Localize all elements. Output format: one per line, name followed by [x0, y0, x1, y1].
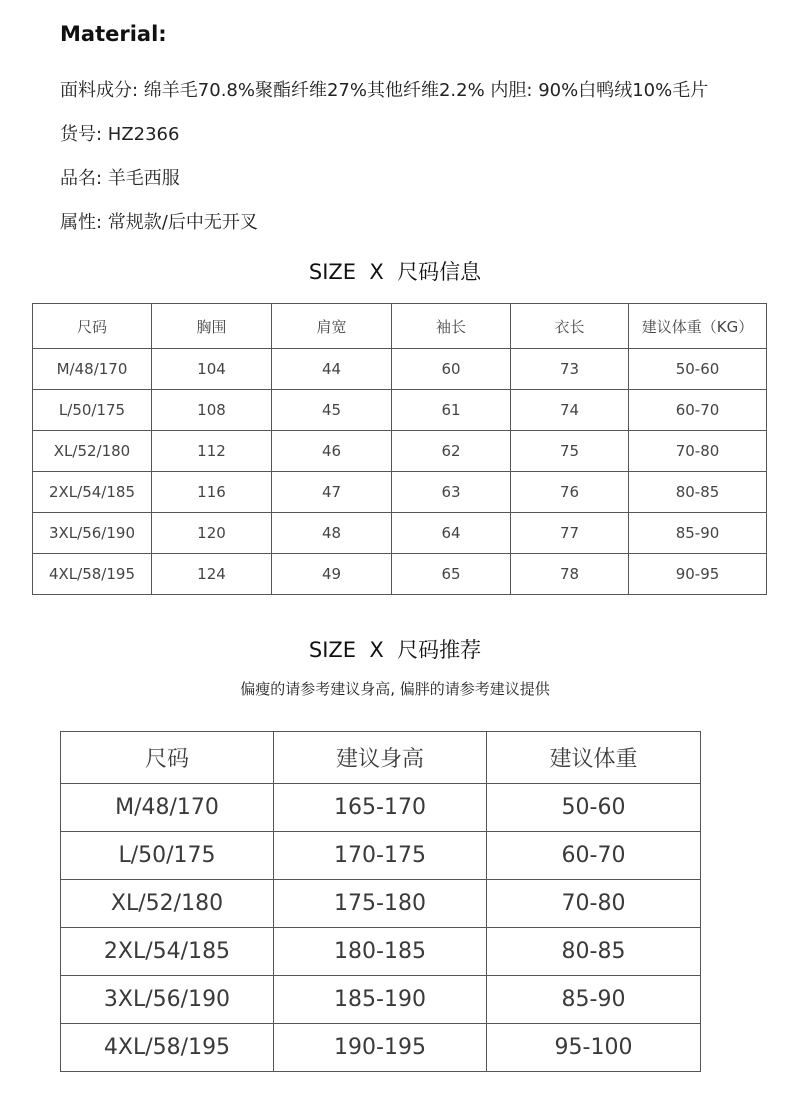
material-heading: Material:	[60, 22, 167, 46]
table-cell: 165-170	[274, 784, 487, 832]
column-header: 建议身高	[274, 732, 487, 784]
table-cell: 80-85	[629, 472, 767, 513]
table-cell: 112	[152, 431, 272, 472]
size-recommend-subtitle: 偏瘦的请参考建议身高, 偏胖的请参考建议提供	[240, 680, 550, 698]
table-cell: 185-190	[274, 976, 487, 1024]
table-cell: 85-90	[629, 513, 767, 554]
size-info-title: SIZE X 尺码信息	[308, 260, 482, 284]
table-cell: 48	[272, 513, 392, 554]
product-attributes: 属性: 常规款/后中无开叉	[60, 212, 258, 233]
table-cell: 180-185	[274, 928, 487, 976]
table-cell: 50-60	[629, 349, 767, 390]
table-cell: 46	[272, 431, 392, 472]
product-name: 品名: 羊毛西服	[60, 168, 180, 189]
table-cell: 2XL/54/185	[33, 472, 152, 513]
table-cell: 70-80	[629, 431, 767, 472]
table-cell: 60-70	[629, 390, 767, 431]
table-cell: 116	[152, 472, 272, 513]
table-cell: 65	[392, 554, 511, 595]
table-row	[61, 784, 701, 832]
column-header: 建议体重（KG）	[629, 304, 767, 349]
table-row	[33, 431, 767, 472]
table-cell: XL/52/180	[33, 431, 152, 472]
table-cell: 76	[511, 472, 629, 513]
table-cell: 63	[392, 472, 511, 513]
size-info-table	[32, 303, 767, 595]
table-cell: 3XL/56/190	[61, 976, 274, 1024]
table-cell: 85-90	[487, 976, 701, 1024]
table-cell: 74	[511, 390, 629, 431]
table-cell: M/48/170	[33, 349, 152, 390]
column-header: 胸围	[152, 304, 272, 349]
table-cell: 2XL/54/185	[61, 928, 274, 976]
fabric-composition: 面料成分: 绵羊毛70.8%聚酯纤维27%其他纤维2.2% 内胆: 90%白鸭绒10%毛片	[60, 80, 709, 101]
table-cell: 64	[392, 513, 511, 554]
table-row	[61, 928, 701, 976]
table-cell: 50-60	[487, 784, 701, 832]
table-row	[61, 880, 701, 928]
table-cell: 62	[392, 431, 511, 472]
table-cell: 190-195	[274, 1024, 487, 1072]
table-cell: 45	[272, 390, 392, 431]
table-cell: 70-80	[487, 880, 701, 928]
table-cell: L/50/175	[61, 832, 274, 880]
table-cell: 73	[511, 349, 629, 390]
table-header-row	[33, 304, 767, 349]
table-row	[33, 390, 767, 431]
table-cell: 90-95	[629, 554, 767, 595]
table-cell: 60-70	[487, 832, 701, 880]
size-recommend-table	[60, 731, 701, 1072]
column-header: 袖长	[392, 304, 511, 349]
table-cell: 49	[272, 554, 392, 595]
table-row	[61, 832, 701, 880]
column-header: 尺码	[33, 304, 152, 349]
table-row	[33, 349, 767, 390]
table-row	[33, 472, 767, 513]
table-cell: 120	[152, 513, 272, 554]
table-cell: 4XL/58/195	[33, 554, 152, 595]
table-header-row	[61, 732, 701, 784]
table-cell: 95-100	[487, 1024, 701, 1072]
table-cell: 78	[511, 554, 629, 595]
table-cell: 108	[152, 390, 272, 431]
table-cell: 3XL/56/190	[33, 513, 152, 554]
table-cell: 4XL/58/195	[61, 1024, 274, 1072]
table-row	[33, 513, 767, 554]
table-cell: 124	[152, 554, 272, 595]
table-row	[61, 976, 701, 1024]
table-cell: 44	[272, 349, 392, 390]
table-cell: 104	[152, 349, 272, 390]
column-header: 肩宽	[272, 304, 392, 349]
table-cell: 80-85	[487, 928, 701, 976]
item-number: 货号: HZ2366	[60, 124, 180, 145]
table-cell: XL/52/180	[61, 880, 274, 928]
table-cell: L/50/175	[33, 390, 152, 431]
column-header: 衣长	[511, 304, 629, 349]
table-row	[33, 554, 767, 595]
column-header: 建议体重	[487, 732, 701, 784]
table-cell: M/48/170	[61, 784, 274, 832]
table-row	[61, 1024, 701, 1072]
table-cell: 47	[272, 472, 392, 513]
column-header: 尺码	[61, 732, 274, 784]
table-cell: 75	[511, 431, 629, 472]
table-cell: 60	[392, 349, 511, 390]
table-cell: 61	[392, 390, 511, 431]
table-cell: 175-180	[274, 880, 487, 928]
size-recommend-title: SIZE X 尺码推荐	[308, 638, 482, 662]
table-cell: 170-175	[274, 832, 487, 880]
table-cell: 77	[511, 513, 629, 554]
